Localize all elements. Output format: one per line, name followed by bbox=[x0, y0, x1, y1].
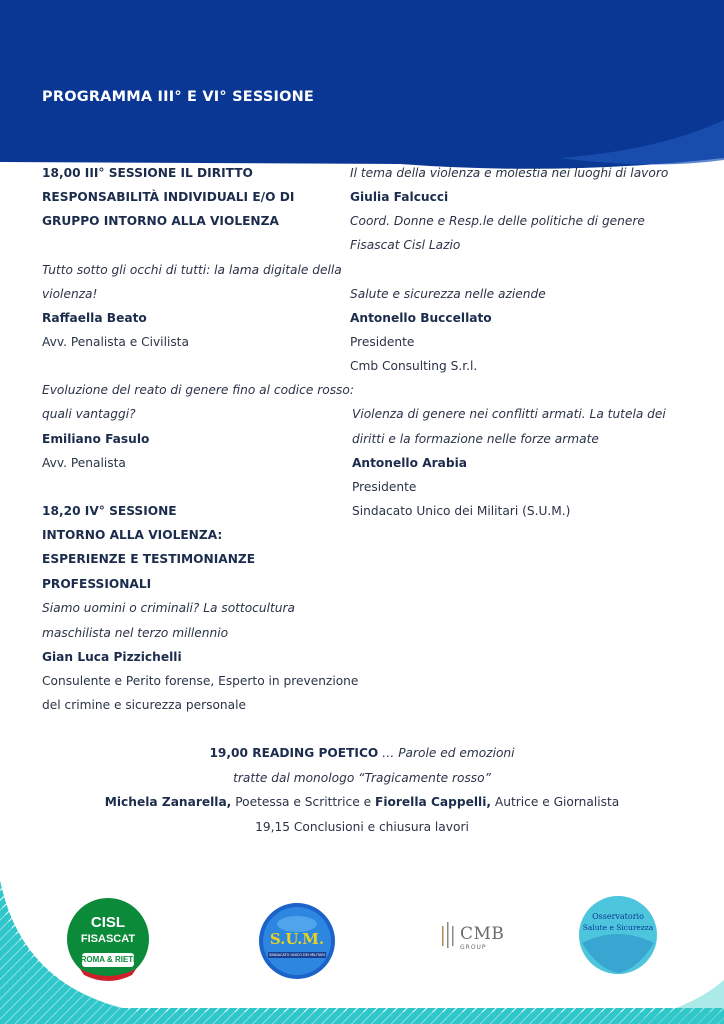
cisl-logo-subtext: FISASCAT bbox=[80, 933, 136, 945]
sum-logo-text: S.U.M. bbox=[269, 930, 325, 948]
performer-name: Michela Zanarella, bbox=[104, 795, 232, 809]
speaker-name: Antonello Arabia bbox=[352, 456, 468, 470]
sum-logo bbox=[258, 902, 336, 980]
reading-title: … Parole ed emozioni bbox=[382, 746, 515, 760]
talk-title: Salute e sicurezza nelle aziende bbox=[350, 287, 546, 301]
speaker-role: Presidente bbox=[350, 335, 415, 349]
speaker-role: Avv. Penalista bbox=[42, 456, 126, 470]
cmb-logo-subtext: GROUP bbox=[460, 944, 487, 951]
speaker-role: Avv. Penalista e Civilista bbox=[42, 335, 189, 349]
speaker-role: Presidente bbox=[352, 480, 417, 494]
reading-line1 bbox=[0, 746, 724, 761]
osservatorio-logo-subtext: Salute e Sicurezza bbox=[582, 923, 654, 932]
session3-heading-line1: 18,00 III° SESSIONE IL DIRITTO bbox=[42, 166, 253, 180]
speaker-name: Raffaella Beato bbox=[42, 311, 147, 325]
cmb-bars-icon bbox=[440, 922, 460, 950]
session4-heading-line3: ESPERIENZE E TESTIMONIANZE bbox=[42, 552, 256, 566]
speaker-role: del crimine e sicurezza personale bbox=[42, 698, 246, 712]
cmb-group-logo bbox=[440, 920, 516, 956]
reading-line2: tratte dal monologo “Tragicamente rosso” bbox=[233, 771, 491, 785]
performer-role: Poetessa e Scrittrice e bbox=[235, 795, 372, 809]
conclusion-line: 19,15 Conclusioni e chiusura lavori bbox=[255, 820, 469, 834]
speaker-role: Fisascat Cisl Lazio bbox=[350, 238, 461, 252]
osservatorio-logo bbox=[578, 895, 658, 975]
session3-heading-line2: RESPONSABILITÀ INDIVIDUALI E/O DI bbox=[42, 190, 295, 204]
speaker-name: Emiliano Fasulo bbox=[42, 432, 150, 446]
reading-label: 19,00 READING POETICO bbox=[209, 746, 379, 760]
performer-role: Autrice e Giornalista bbox=[494, 795, 620, 809]
talk-title: Siamo uomini o criminali? La sottocultura bbox=[42, 601, 295, 615]
osservatorio-logo-icon bbox=[578, 895, 658, 975]
cmb-logo-text: CMB bbox=[460, 924, 505, 944]
performers-line bbox=[0, 795, 724, 810]
talk-title: Il tema della violenza e molestia nei luoghi di lavoro bbox=[350, 166, 669, 180]
speaker-role: Sindacato Unico dei Militari (S.U.M.) bbox=[352, 504, 571, 518]
session4-heading-line1: 18,20 IV° SESSIONE bbox=[42, 504, 177, 518]
speaker-name: Giulia Falcucci bbox=[350, 190, 449, 204]
cisl-logo-text: CISL bbox=[90, 914, 126, 931]
speaker-name: Gian Luca Pizzichelli bbox=[42, 650, 182, 664]
talk-title: Tutto sotto gli occhi di tutti: la lama digitale della bbox=[42, 263, 342, 277]
talk-title: Violenza di genere nei conflitti armati. La tutela dei bbox=[352, 407, 666, 421]
page-title: PROGRAMMA III° E VI° SESSIONE bbox=[42, 89, 315, 105]
osservatorio-logo-text: Osservatorio bbox=[592, 912, 644, 921]
talk-title: quali vantaggi? bbox=[42, 407, 136, 421]
talk-title: maschilista nel terzo millennio bbox=[42, 626, 229, 640]
talk-title: violenza! bbox=[42, 287, 98, 301]
cisl-logo-region: ROMA & RIETI bbox=[80, 955, 136, 964]
speaker-role: Cmb Consulting S.r.l. bbox=[350, 359, 478, 373]
session4-heading-line2: INTORNO ALLA VIOLENZA: bbox=[42, 528, 223, 542]
sum-logo-caption: SINDACATO UNICO DEI MILITARI bbox=[269, 953, 325, 957]
talk-title: diritti e la formazione nelle forze armate bbox=[352, 432, 599, 446]
speaker-role: Consulente e Perito forense, Esperto in prevenzione bbox=[42, 674, 359, 688]
performer-name: Fiorella Cappelli, bbox=[375, 795, 492, 809]
session3-heading-line3: GRUPPO INTORNO ALLA VIOLENZA bbox=[42, 214, 279, 228]
talk-title: Evoluzione del reato di genere fino al codice rosso: bbox=[42, 383, 354, 397]
session4-heading-line4: PROFESSIONALI bbox=[42, 577, 152, 591]
speaker-role: Coord. Donne e Resp.le delle politiche di genere bbox=[350, 214, 645, 228]
cisl-fisascat-logo bbox=[66, 897, 150, 981]
speaker-name: Antonello Buccellato bbox=[350, 311, 492, 325]
